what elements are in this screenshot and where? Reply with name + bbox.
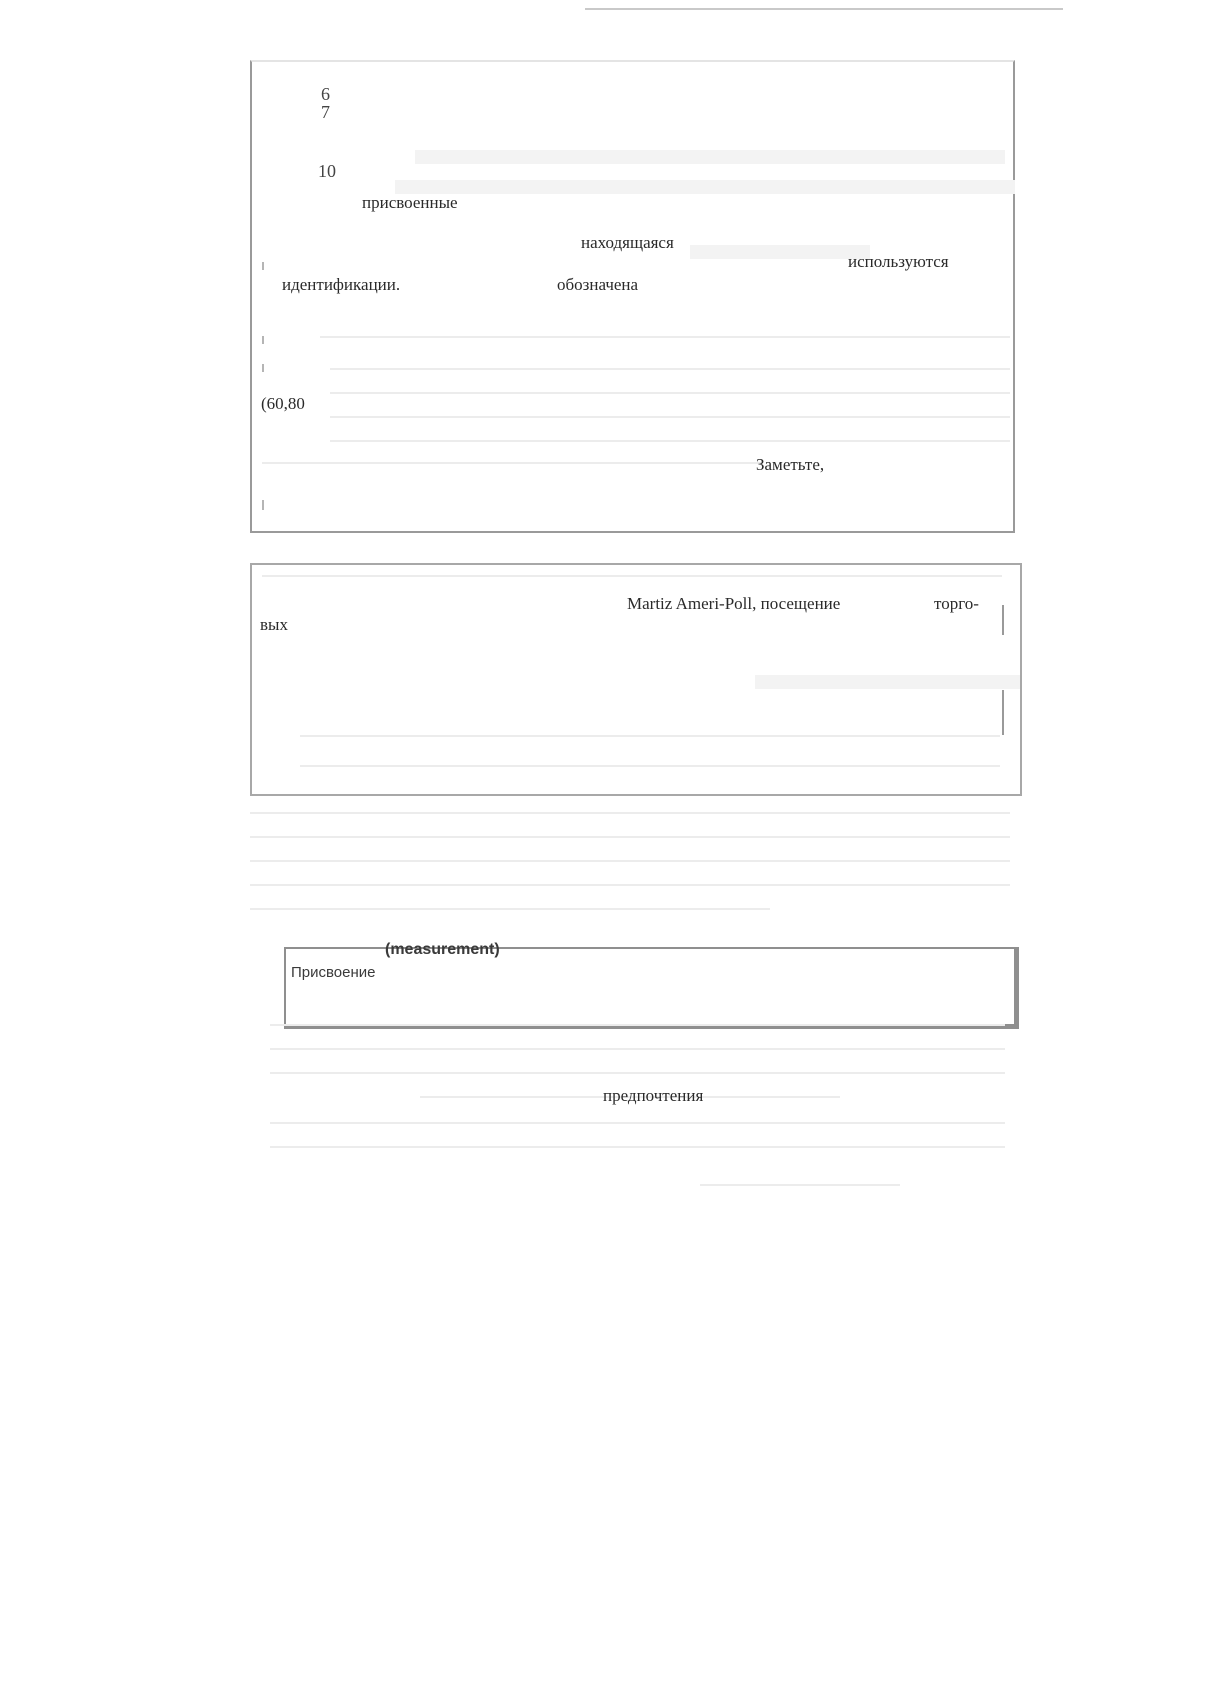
faded-text-line xyxy=(330,440,1010,442)
faded-text-line xyxy=(250,860,1010,862)
callout-prefix: Присвоение xyxy=(291,964,376,981)
faded-heading xyxy=(690,245,870,259)
faded-text-line xyxy=(330,392,1010,394)
faded-text-line xyxy=(262,575,1002,577)
faded-heading xyxy=(755,675,1020,689)
faded-text-line xyxy=(270,1146,1005,1148)
faded-text-line xyxy=(700,1184,900,1186)
margin-mark xyxy=(262,364,264,372)
faded-text-line xyxy=(270,1048,1005,1050)
frame2-line1: Martiz Ameri-Poll, посещение xyxy=(627,594,841,613)
margin-mark xyxy=(262,262,264,270)
faded-heading xyxy=(395,180,1015,194)
word-vykh: вых xyxy=(260,615,288,634)
faded-text-line xyxy=(270,1122,1005,1124)
word-identifikatsii: идентификации. xyxy=(282,275,401,294)
top-rule xyxy=(585,8,1063,10)
word-torgo: торго- xyxy=(934,594,979,613)
callout-term: (measurement) xyxy=(385,941,500,958)
margin-mark xyxy=(1002,690,1004,735)
margin-mark xyxy=(1002,605,1004,635)
faded-text-line xyxy=(300,765,1000,767)
faded-text-line xyxy=(250,908,770,910)
line-number-7: 7 xyxy=(321,102,330,122)
faded-text-line xyxy=(330,368,1010,370)
word-oboznachena: обозначена xyxy=(557,275,639,294)
faded-text-line xyxy=(270,1072,1005,1074)
faded-text-line xyxy=(250,812,1010,814)
margin-mark xyxy=(262,336,264,344)
word-ispolzuyutsya: используются xyxy=(848,252,949,271)
faded-text-line xyxy=(330,416,1010,418)
definition-callout xyxy=(284,947,1019,1029)
faded-text-line xyxy=(320,336,1010,338)
faded-text-line xyxy=(270,1024,1005,1026)
word-60-80: (60,80 xyxy=(261,394,305,413)
faded-text-line xyxy=(262,462,762,464)
faded-text-line xyxy=(250,836,1010,838)
faded-heading xyxy=(415,150,1005,164)
margin-mark xyxy=(262,500,264,510)
word-nakhodyashchayasya: находящаяся xyxy=(581,233,674,252)
line-number-10: 10 xyxy=(318,161,336,181)
word-zamette: Заметьте, xyxy=(756,455,825,474)
word-prisvoennye: присвоенные xyxy=(362,193,458,212)
word-predpochteniya: предпочтения xyxy=(603,1086,704,1105)
faded-text-line xyxy=(250,884,1010,886)
faded-text-line xyxy=(300,735,1000,737)
line-number-6: 6 xyxy=(321,84,330,104)
